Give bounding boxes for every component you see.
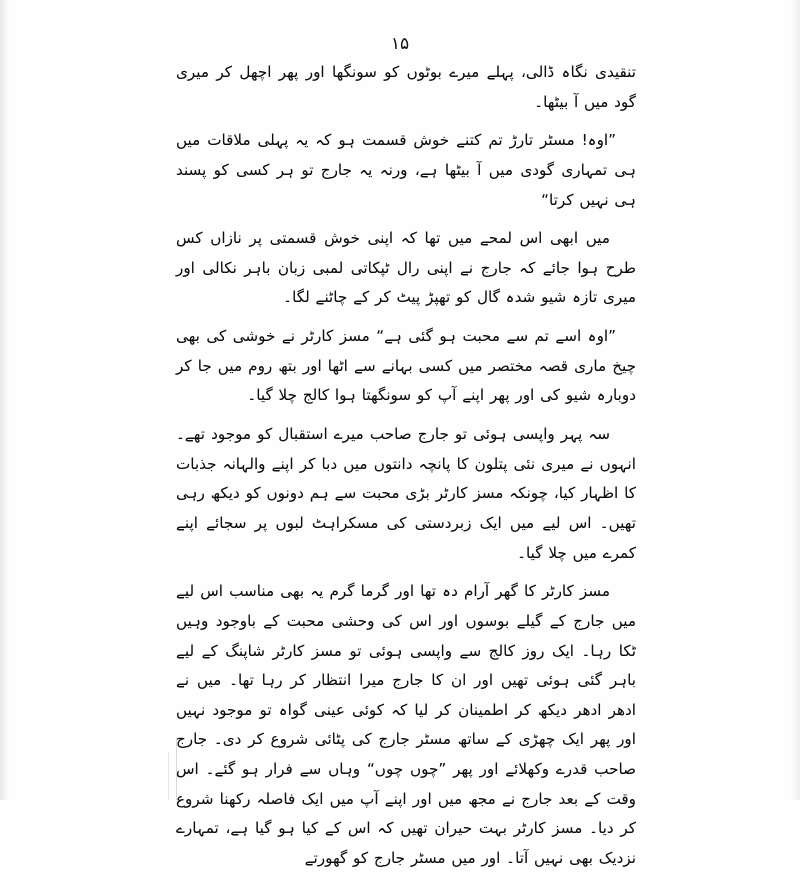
scan-edge-right	[790, 0, 800, 800]
paragraph-quote: ”اوہ! مسٹر تارڑ تم کتنے خوش قسمت ہو کہ یہ پہلی ملاقات میں ہی تمہاری گودی میں آ بیٹھا ہے، ورنہ یہ جارج تو ہر کسی کو پسند ہی نہیں کرتا“	[176, 131, 636, 209]
paragraph: مسز کارٹر کا گھر آرام دہ تھا اور گرما گرم یہ بھی مناسب اس لیے میں جارج کے گیلے بوسوں اور اس کی وحشی محبت کے باوجود وہیں ٹکا رہا۔ ایک روز کالج سے واپسی ہوئی تو مسز کارٹر شاپنگ کے لیے باہر گئی ہوئی تھیں اور ان کا جارج میرا انتظار کر رہا تھا۔ میں نے ادھر ادھر دیکھ کر اطمینان کر لیا کہ کوئی عینی گواہ تو موجود نہیں اور پھر ایک چھڑی کے ساتھ مسٹر جارج کی پٹائی شروع کر دی۔ جارج صاحب قدرے وکھلائے اور پھر ”چوں چوں“ وہاں سے فرار ہو گئے۔ اس وقت کے بعد جارج نے مجھ میں اور اپنے آپ میں ایک فاصلہ رکھنا شروع کر دیا۔ مسز کارٹر بہت حیران تھیں کہ اس کے کیا ہو گیا ہے، تمہارے نزدیک بھی نہیں آتا۔ اور میں مسٹر جارج کو گھورتے	[176, 582, 636, 868]
paragraph: تنقیدی نگاہ ڈالی، پہلے میرے بوٹوں کو سونگھا اور پھر اچھل کر میری گود میں آ بیٹھا۔	[176, 63, 636, 111]
paragraph: سہ پہر واپسی ہوئی تو جارج صاحب میرے استقبال کو موجود تھے۔ انہوں نے میری نئی پتلون کا پانچہ دانتوں میں دبا کر اپنے والہانہ جذبات کا اظہار کیا، چونکہ مسز کارٹر بڑی محبت سے ہم دونوں کو دیکھ رہی تھیں۔ اس لیے میں ایک زبردستی کی مسکراہٹ لبوں پر سجائے اپنے کمرے میں چلا گیا۔	[176, 425, 636, 562]
scan-edge-left	[0, 0, 10, 800]
scan-gutter-line-secondary	[168, 752, 169, 800]
paragraph: میں ابھی اس لمحے میں تھا کہ اپنی خوش قسمتی پر نازاں کس طرح ہوا جائے کہ جارج نے اپنی رال ٹپکاتی لمبی زبان باہر نکالی اور میری تازہ شیو شدہ گال کو تھپڑ پیٹ کر کے چاٹنے لگا۔	[176, 229, 636, 307]
paragraph-quote: ”اوہ اسے تم سے محبت ہو گئی ہے“ مسز کارٹر نے خوشی کی بھی چیخ ماری قصہ مختصر میں کسی بہانے سے اٹھا اور بتھ روم میں جا کر دوبارہ شیو کی اور پھر اپنے آپ کو سونگھتا ہوا کالج چلا گیا۔	[176, 327, 636, 405]
page-number: ۱۵	[390, 34, 410, 54]
page-text-block	[176, 58, 636, 883]
